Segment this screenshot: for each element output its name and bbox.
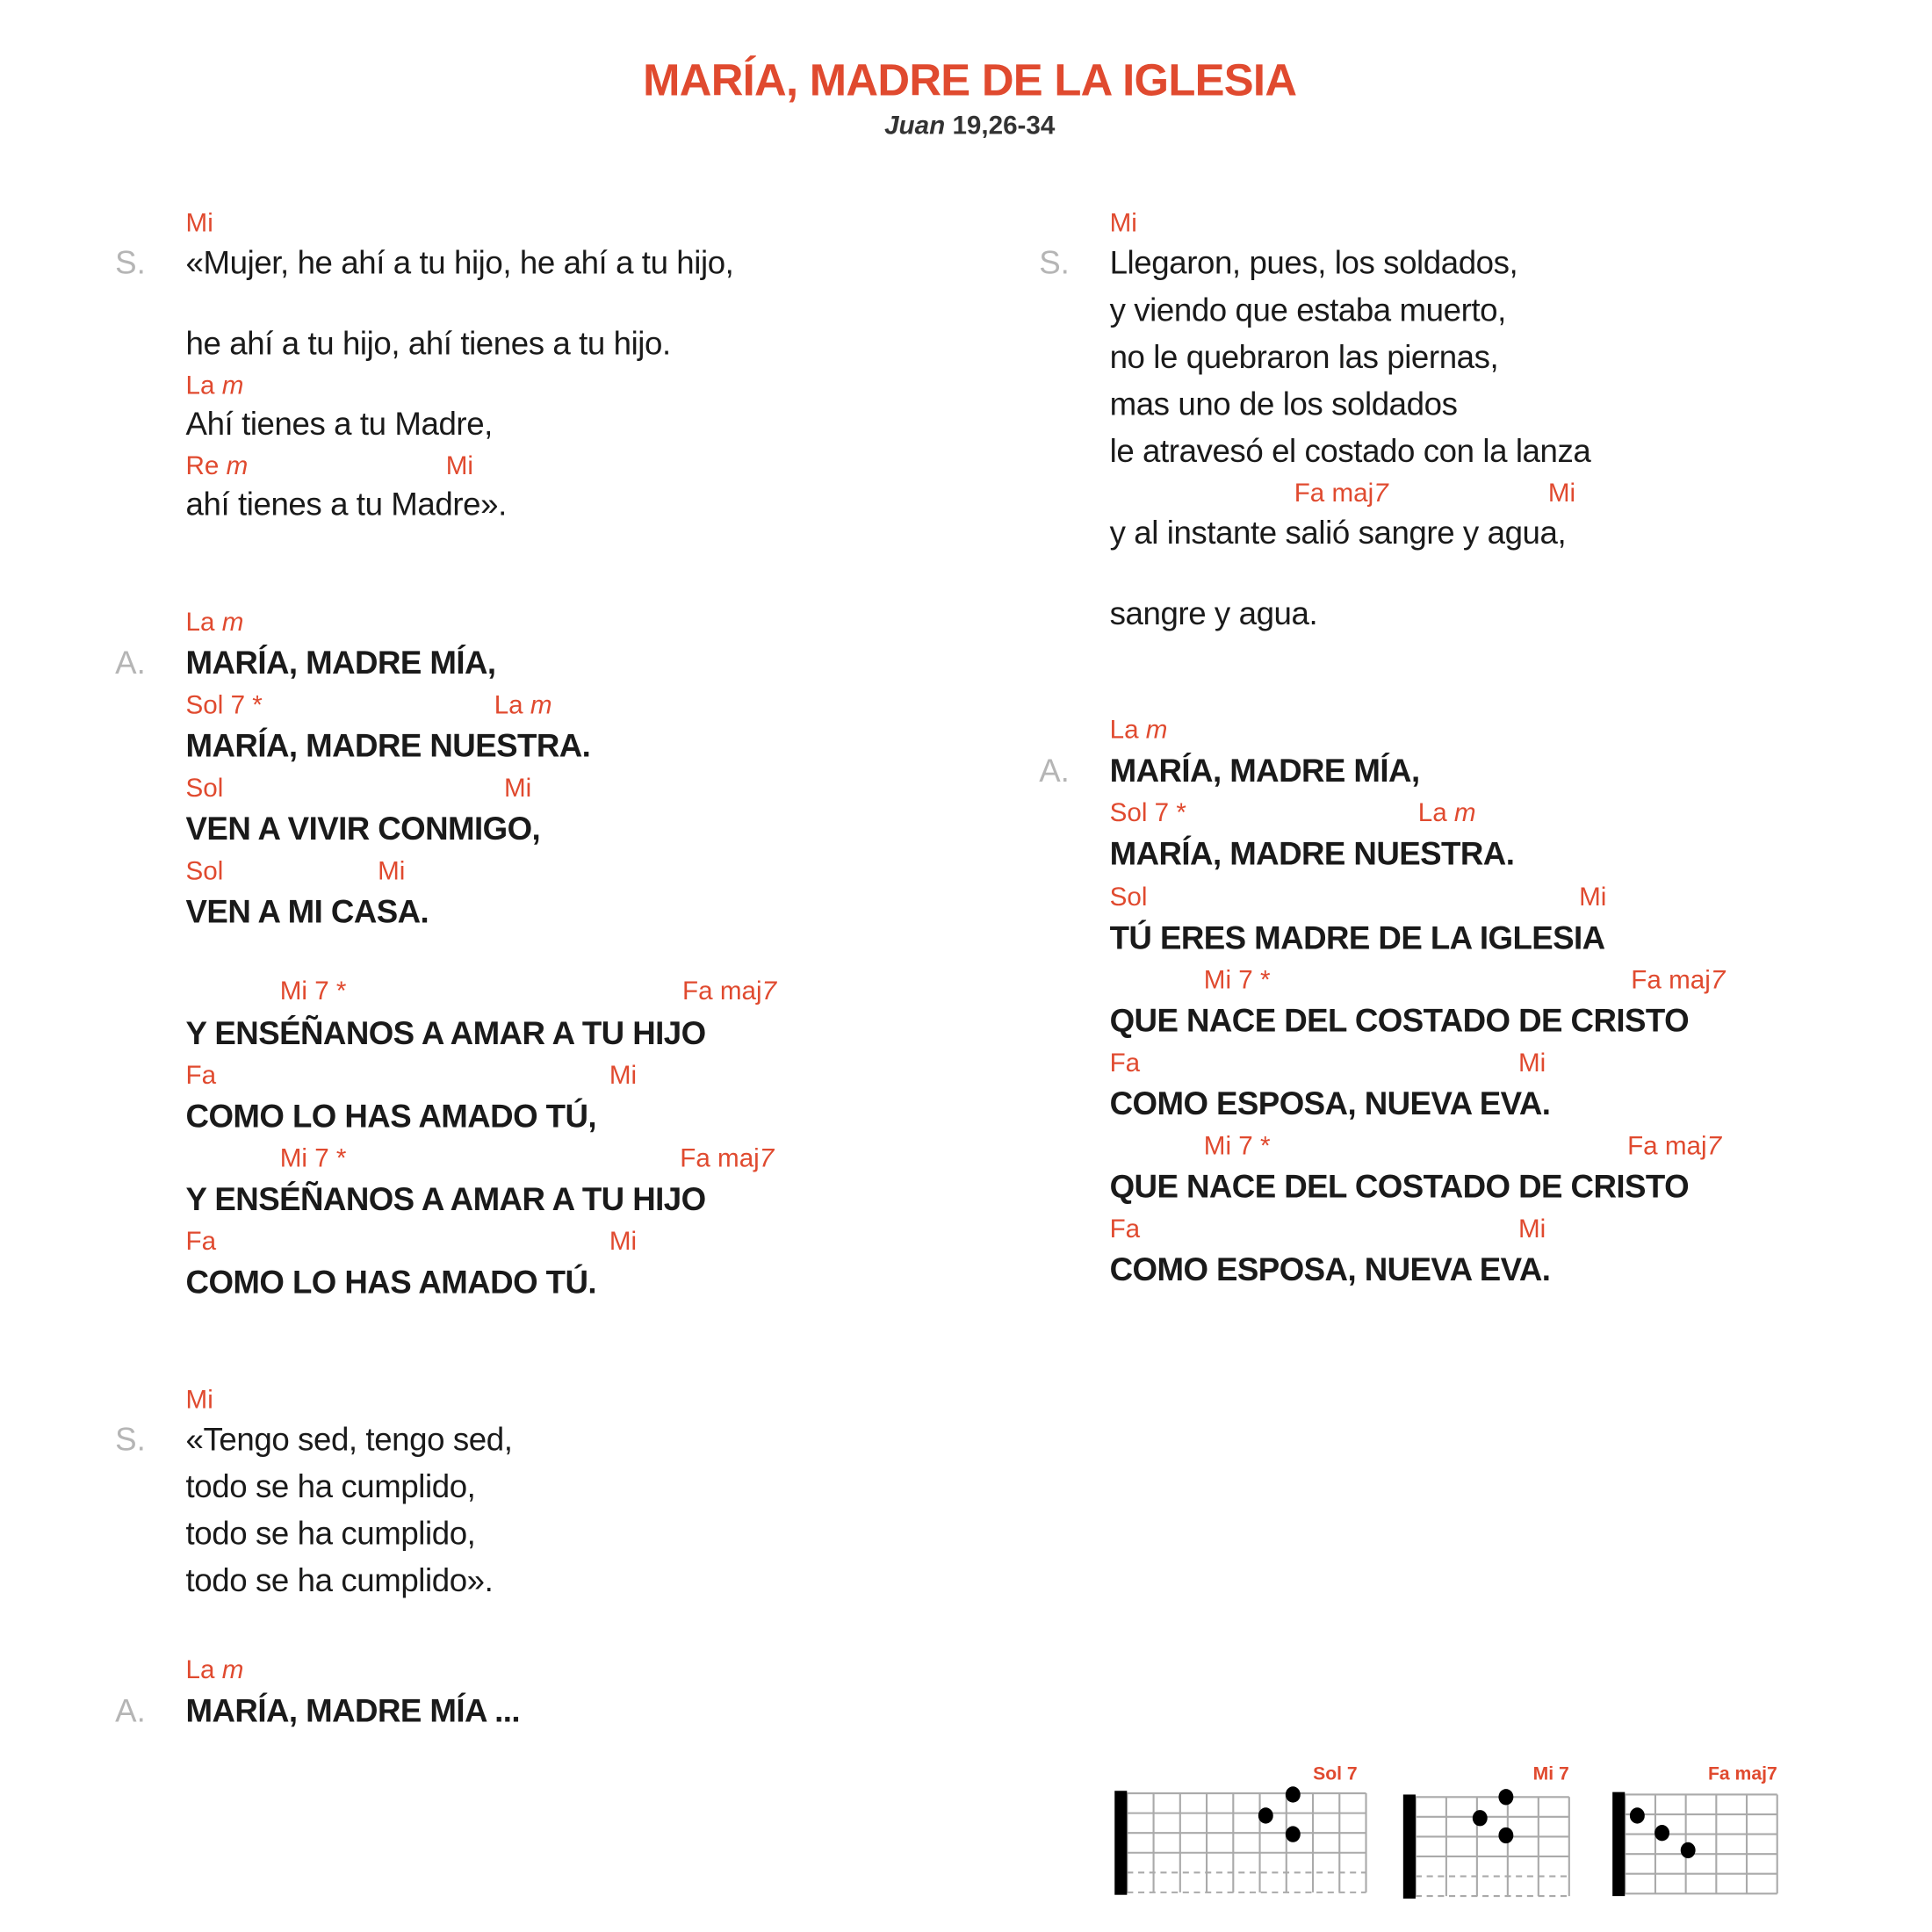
chord-name: Fa [185, 1061, 217, 1091]
chord-root: La [185, 1655, 215, 1684]
finger-dot [1654, 1825, 1669, 1841]
chord-diagram [1114, 1764, 1366, 1895]
chord-root: Fa maj [1294, 479, 1374, 508]
finger-dot [1498, 1789, 1513, 1805]
nut [1403, 1794, 1416, 1898]
section-label: A. [1039, 752, 1070, 789]
verse-ref: 19,26-34 [952, 111, 1056, 141]
chord-name: Mi [1109, 209, 1137, 238]
refrain-line: COMO ESPOSA, NUEVA EVA. [1109, 1251, 1551, 1288]
chord-name: Fa [185, 1227, 217, 1257]
refrain-line: QUE NACE DEL COSTADO DE CRISTO [1109, 1167, 1690, 1206]
verse-line: no le quebraron las piernas, [1109, 338, 1499, 376]
chord-seventh: 7 [759, 1144, 775, 1173]
chord-root: Fa maj [680, 1144, 760, 1173]
refrain-line: MARÍA, MADRE NUESTRA. [1109, 834, 1515, 872]
refrain-line: TÚ ERES MADRE DE LA IGLESIA [1109, 919, 1605, 956]
finger-dot [1258, 1807, 1273, 1823]
chord-name: Mi 7 * [1203, 966, 1271, 995]
section-label: A. [115, 644, 146, 681]
verse-line: todo se ha cumplido». [185, 1561, 494, 1599]
chord-name: Mi [609, 1061, 638, 1091]
chord-root: La [494, 690, 523, 720]
finger-dot [1286, 1786, 1301, 1802]
chord-name: Mi 7 * [279, 1144, 347, 1173]
chord-root: La [185, 371, 215, 400]
nut [1612, 1792, 1625, 1896]
finger-dot [1498, 1827, 1513, 1843]
diagram-chord-label: Mi 7 [1532, 1763, 1569, 1784]
chord-name: Mi [1517, 1215, 1546, 1244]
chord-name: Sol [185, 774, 224, 803]
chord-root: La [1417, 798, 1447, 828]
section-label: A. [115, 1691, 146, 1729]
refrain-line: MARÍA, MADRE MÍA ... [185, 1691, 521, 1729]
chord-name: Sol [1109, 883, 1148, 912]
verse-line: y viendo que estaba muerto, [1109, 291, 1506, 328]
song-title: MARÍA, MADRE DE LA IGLESIA [643, 54, 1297, 105]
chord-root: Fa maj [682, 977, 762, 1006]
refrain-line: COMO ESPOSA, NUEVA EVA. [1109, 1085, 1551, 1122]
chord-root: Fa maj [1631, 966, 1711, 995]
finger-dot [1681, 1842, 1696, 1858]
refrain-line: MARÍA, MADRE MÍA, [1109, 752, 1420, 789]
finger-dot [1286, 1826, 1301, 1842]
refrain-line: MARÍA, MADRE MÍA, [185, 644, 496, 681]
chord-root: La [185, 608, 215, 637]
chord-name: Mi [1517, 1049, 1546, 1078]
chord-minor: m [221, 371, 244, 400]
refrain-line: Y ENSÉÑANOS A AMAR A TU HIJO [185, 1179, 706, 1218]
verse-line: Ahí tienes a tu Madre, [185, 405, 493, 443]
chord-name: Mi [185, 1386, 213, 1415]
refrain-line: QUE NACE DEL COSTADO DE CRISTO [1109, 1001, 1690, 1040]
chord-seventh: 7 [761, 977, 777, 1006]
verse-line: «Mujer, he ahí a tu hijo, he ahí a tu hijo, [185, 243, 734, 282]
refrain-line: VEN A VIVIR CONMIGO, [185, 810, 541, 847]
chord-root: Fa maj [1627, 1131, 1707, 1161]
chord-name: Mi 7 * [279, 977, 347, 1006]
chord-diagram [1403, 1764, 1569, 1899]
chord-name: Sol 7 * [1109, 798, 1186, 828]
verse-line: sangre y agua. [1109, 594, 1318, 632]
verse-line: y al instante salió sangre y agua, [1109, 514, 1567, 551]
chord-name: Mi [378, 856, 406, 886]
section-label: S. [1039, 243, 1070, 282]
section-label: S. [115, 1420, 146, 1458]
chord-diagram [1612, 1764, 1777, 1897]
chord-name: Mi [1547, 479, 1576, 508]
chord-minor: m [1145, 716, 1168, 745]
chord-name: Mi [445, 451, 473, 481]
chord-seventh: 7 [1710, 966, 1726, 995]
verse-line: he ahí a tu hijo, ahí tienes a tu hijo. [185, 324, 671, 362]
finger-dot [1630, 1807, 1645, 1823]
chord-name: Fa [1109, 1049, 1141, 1078]
chord-name: Sol 7 * [185, 690, 263, 720]
refrain-line: Y ENSÉÑANOS A AMAR A TU HIJO [185, 1014, 706, 1052]
diagram-chord-label: Sol 7 [1313, 1763, 1358, 1784]
chord-name: Sol [185, 856, 224, 886]
chord-seventh: 7 [1373, 479, 1388, 508]
chord-name: Mi [1579, 883, 1607, 912]
chord-root: Re [185, 451, 220, 481]
chord-minor: m [226, 451, 249, 481]
chord-root: La [1109, 716, 1139, 745]
refrain-line: COMO LO HAS AMADO TÚ. [185, 1263, 597, 1301]
section-label: S. [115, 243, 146, 282]
finger-dot [1473, 1810, 1488, 1826]
chord-minor: m [530, 690, 552, 720]
verse-line: ahí tienes a tu Madre». [185, 485, 507, 523]
verse-line: todo se ha cumplido, [185, 1514, 476, 1553]
refrain-line: VEN A MI CASA. [185, 892, 429, 931]
refrain-line: COMO LO HAS AMADO TÚ, [185, 1097, 597, 1135]
chord-name: Mi 7 * [1203, 1131, 1271, 1161]
chord-name: Mi [185, 209, 213, 238]
diagram-chord-label: Fa maj7 [1707, 1763, 1777, 1784]
verse-line: todo se ha cumplido, [185, 1467, 476, 1505]
verse-line: le atravesó el costado con la lanza [1109, 432, 1591, 470]
verse-line: mas uno de los soldados [1109, 385, 1458, 422]
chord-minor: m [221, 1655, 244, 1684]
verse-line: Llegaron, pues, los soldados, [1109, 243, 1518, 282]
chord-name: Mi [609, 1227, 638, 1257]
verse-line: «Tengo sed, tengo sed, [185, 1420, 513, 1458]
book-name: Juan [884, 111, 946, 141]
refrain-line: MARÍA, MADRE NUESTRA. [185, 726, 591, 765]
nut [1114, 1791, 1127, 1894]
chord-name: Fa [1109, 1215, 1141, 1244]
chord-seventh: 7 [1706, 1131, 1722, 1161]
chord-minor: m [1453, 798, 1476, 828]
chord-minor: m [221, 608, 244, 637]
chord-name: Mi [503, 774, 532, 803]
